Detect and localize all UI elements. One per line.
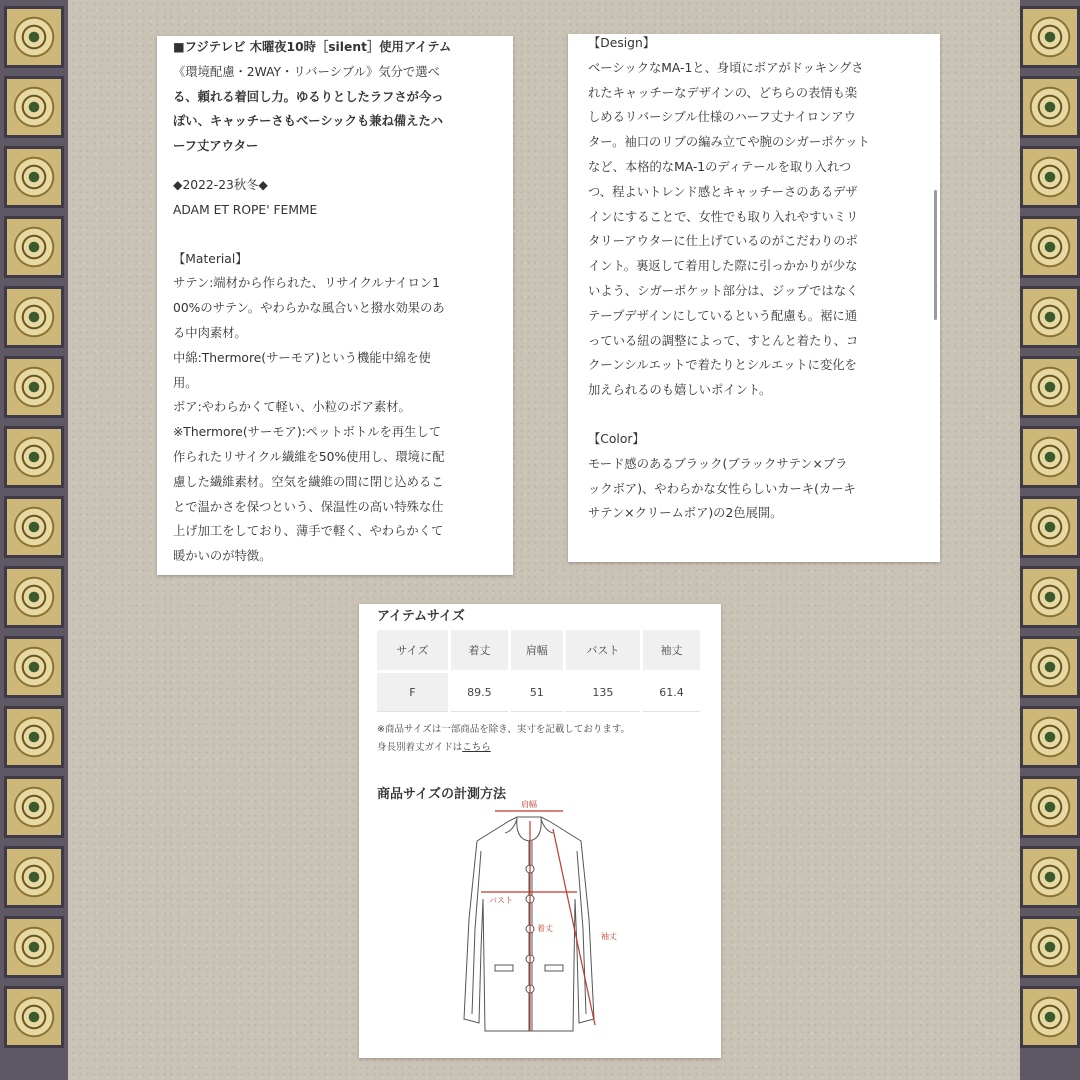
brand-name: ADAM ET ROPE' FEMME — [173, 202, 318, 217]
color-line: サテン×クリームボア)の2色展開。 — [588, 506, 783, 521]
sleeve-label: 袖丈 — [601, 932, 617, 941]
intro-line: る、頼れる着回し力。ゆるりとしたラフさが今っ — [173, 89, 444, 104]
length-guide-link[interactable]: こちら — [462, 742, 491, 753]
ornamental-tile — [4, 916, 64, 978]
size-chart-card — [359, 604, 721, 1058]
size-table — [377, 630, 703, 712]
size-note — [377, 721, 709, 757]
ornamental-tile — [1020, 496, 1080, 558]
design-line: ター。袖口のリブの編み立てや腕のシガーポケット — [588, 135, 870, 150]
intro-line: ■フジテレビ 木曜夜10時［silent］使用アイテム — [173, 40, 452, 54]
table-header: 肩幅 — [509, 630, 564, 672]
ornamental-tile — [1020, 6, 1080, 68]
design-line: いよう、シガーポケット部分は、ジップではなく — [588, 283, 859, 298]
table-header: サイズ — [377, 630, 449, 672]
ornamental-tile — [1020, 216, 1080, 278]
design-line: つ、程よいトレンド感とキャッチーさのあるデザ — [588, 184, 858, 199]
measurement-title: 商品サイズの計測方法 — [377, 787, 506, 802]
bust-label: バスト — [489, 896, 513, 905]
design-line: イント。裏返して着用した際に引っかかりが少な — [588, 259, 858, 274]
table-header: バスト — [564, 630, 641, 672]
ornamental-tile — [4, 706, 64, 768]
ornamental-tile — [1020, 706, 1080, 768]
material-line: 暖かいのが特徴。 — [173, 549, 272, 564]
intro-text — [173, 35, 497, 159]
design-line: タリーアウターに仕上げているのがこだわりのポ — [588, 234, 858, 249]
color-line: モード感のあるブラック(ブラックサテン×ブラ — [588, 456, 848, 471]
material-line: ボア:やわらかくて軽い、小粒のボア素材。 — [173, 400, 411, 415]
table-cell: 51 — [509, 672, 564, 712]
ornamental-tile — [4, 846, 64, 908]
season-label: ◆2022-23秋冬◆ — [173, 177, 268, 192]
ornamental-tile — [4, 6, 64, 68]
size-chart-title: アイテムサイズ — [377, 609, 465, 624]
jacket-measurement-diagram — [429, 799, 629, 1049]
ornamental-tile — [4, 216, 64, 278]
jacket-outline — [464, 817, 594, 1031]
design-line: など、本格的なMA-1のディテールを取り入れつ — [588, 159, 852, 174]
design-line: テープデザインにしているという配慮も。裾に通 — [588, 308, 858, 323]
decorative-tile-border-left — [0, 0, 68, 1080]
material-line: ※Thermore(サーモア):ペットボトルを再生して — [173, 425, 442, 440]
ornamental-tile — [4, 286, 64, 348]
material-text — [173, 271, 497, 569]
length-guide — [377, 739, 709, 757]
ornamental-tile — [1020, 916, 1080, 978]
table-cell: 89.5 — [449, 672, 509, 712]
material-line: とで温かさを保つという、保温性の高い特殊な仕 — [173, 499, 444, 514]
color-text — [588, 452, 924, 526]
design-text — [588, 56, 924, 403]
ornamental-tile — [4, 636, 64, 698]
table-row — [377, 672, 702, 712]
ornamental-tile — [1020, 846, 1080, 908]
intro-line: 《環境配慮・2WAY・リバーシブル》気分で選べ — [173, 64, 440, 79]
table-cell: 61.4 — [641, 672, 701, 712]
material-line: 00%のサテン。やわらかな風合いと撥水効果のあ — [173, 301, 445, 316]
ornamental-tile — [4, 146, 64, 208]
table-header: 着丈 — [449, 630, 509, 672]
table-header: 袖丈 — [641, 630, 701, 672]
ornamental-tile — [4, 776, 64, 838]
design-description-card[interactable] — [568, 34, 940, 562]
material-line: サテン:端材から作られた、リサイクルナイロン1 — [173, 276, 441, 291]
design-line: ベーシックなMA-1と、身頃にボアがドッキングさ — [588, 60, 864, 75]
ornamental-tile — [4, 426, 64, 488]
size-note-text: ※商品サイズは一部商品を除き、実寸を記載しております。 — [377, 724, 631, 735]
design-line: クーンシルエットで着たりとシルエットに変化を — [588, 358, 857, 373]
ornamental-tile — [1020, 286, 1080, 348]
material-line: 中綿:Thermore(サーモア)という機能中綿を使 — [173, 350, 431, 365]
intro-line: ぽい、キャッチーさもベーシックも兼ね備えたハ — [173, 114, 444, 129]
length-guide-text: 身長別着丈ガイドは — [377, 742, 463, 753]
material-line: 用。 — [173, 375, 198, 390]
ornamental-tile — [4, 356, 64, 418]
design-line: インにすることで、女性でも取り入れやすいミリ — [588, 209, 859, 224]
material-heading: 【Material】 — [173, 251, 248, 266]
shoulder-label: 肩幅 — [521, 800, 537, 809]
design-heading: 【Design】 — [588, 36, 656, 50]
design-line: れたキャッチーなデザインの、どちらの表情も楽 — [588, 85, 858, 100]
material-line: る中肉素材。 — [173, 325, 247, 340]
color-heading: 【Color】 — [588, 431, 645, 446]
ornamental-tile — [1020, 426, 1080, 488]
ornamental-tile — [1020, 356, 1080, 418]
ornamental-tile — [1020, 776, 1080, 838]
ornamental-tile — [4, 76, 64, 138]
length-label: 着丈 — [537, 924, 553, 933]
material-line: 上げ加工をしており、薄手で軽く、やわらかくて — [173, 524, 444, 539]
design-line: 加えられるのも嬉しいポイント。 — [588, 383, 772, 398]
ornamental-tile — [1020, 76, 1080, 138]
ornamental-tile — [4, 986, 64, 1048]
decorative-tile-border-right — [1020, 0, 1080, 1080]
product-description-card — [157, 36, 513, 575]
ornamental-tile — [1020, 636, 1080, 698]
ornamental-tile — [4, 496, 64, 558]
scrollbar[interactable] — [934, 190, 937, 320]
material-line: 慮した繊維素材。空気を繊維の間に閉じ込めるこ — [173, 474, 444, 489]
intro-line: ーフ丈アウター — [173, 139, 259, 154]
table-cell: 135 — [564, 672, 641, 712]
ornamental-tile — [1020, 986, 1080, 1048]
design-line: っている紐の調整によって、すとんと着たり、コ — [588, 333, 859, 348]
table-header-row — [377, 630, 702, 672]
ornamental-tile — [1020, 146, 1080, 208]
ornamental-tile — [4, 566, 64, 628]
ornamental-tile — [1020, 566, 1080, 628]
material-line: 作られたリサイクル繊維を50%使用し、環境に配 — [173, 449, 445, 464]
table-cell: F — [377, 672, 449, 712]
color-line: ックボア)、やわらかな女性らしいカーキ(カーキ — [588, 481, 856, 496]
design-line: しめるリバーシブル仕様のハーフ丈ナイロンアウ — [588, 110, 856, 125]
